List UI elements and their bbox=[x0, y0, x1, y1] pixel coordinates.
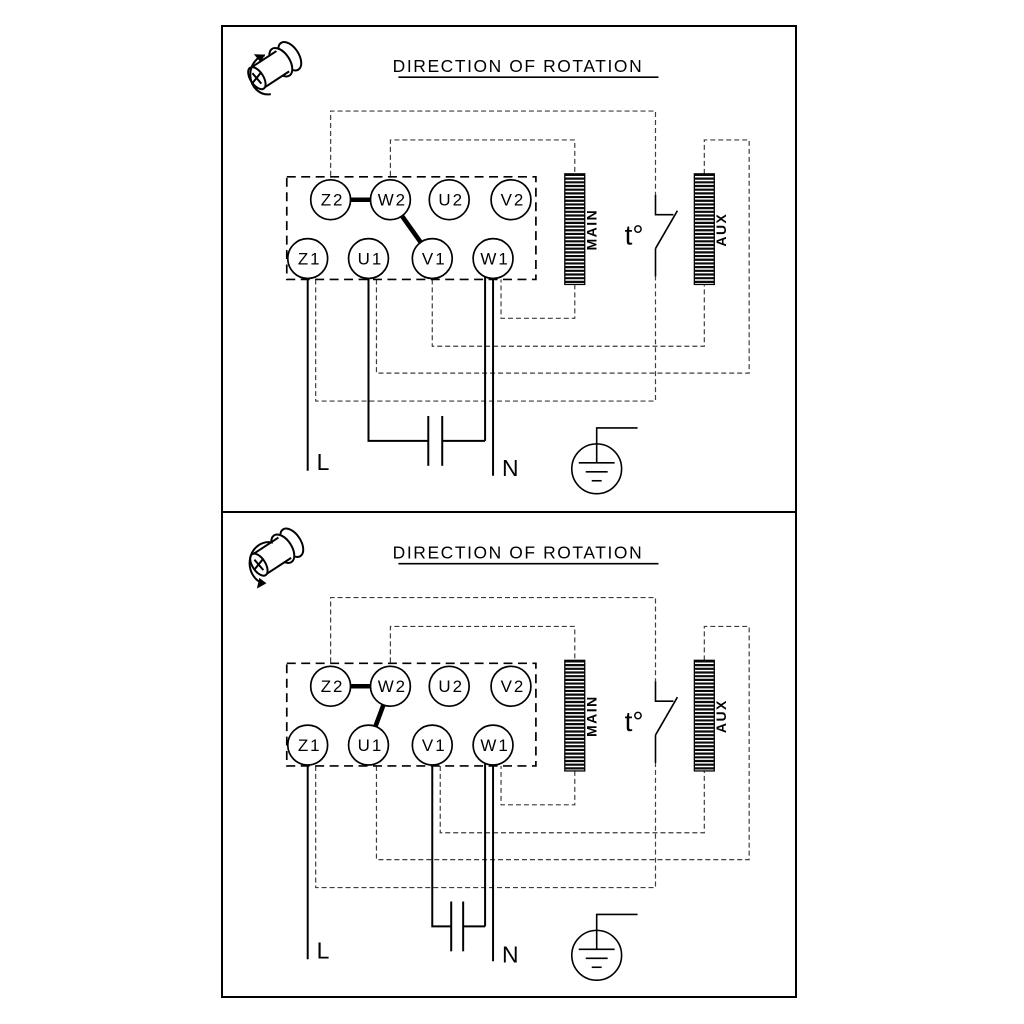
terminal-v1-label: V1 bbox=[421, 249, 447, 269]
panel-rotation-ccw bbox=[223, 27, 795, 513]
terminal-w1-label: W1 bbox=[480, 249, 510, 269]
terminal-w2-label: W2 bbox=[377, 190, 408, 210]
panel-title: DIRECTION OF ROTATION bbox=[392, 56, 644, 77]
line-label: L bbox=[316, 448, 330, 475]
aux-winding-label: AUX bbox=[713, 212, 730, 247]
aux-winding bbox=[694, 174, 729, 285]
wire-v1-to-aux bbox=[440, 766, 704, 833]
terminal-u2-label: U2 bbox=[438, 677, 465, 697]
main-winding-label: MAIN bbox=[583, 208, 600, 251]
capacitor bbox=[451, 901, 463, 951]
wire-main-to-w1 bbox=[501, 279, 575, 318]
supply-wiring bbox=[308, 745, 519, 967]
terminals bbox=[288, 666, 531, 765]
main-winding-label: MAIN bbox=[583, 695, 600, 737]
rotation-ccw-icon bbox=[245, 38, 306, 94]
terminal-v2-label: V2 bbox=[500, 190, 526, 210]
main-winding bbox=[565, 174, 600, 285]
panel-title: DIRECTION OF ROTATION bbox=[392, 542, 644, 563]
wire-w2-to-main bbox=[390, 626, 574, 686]
terminal-u2-label: U2 bbox=[438, 190, 465, 210]
neutral-label: N bbox=[502, 941, 519, 968]
terminal-u1-label: U1 bbox=[357, 736, 384, 756]
aux-winding-label: AUX bbox=[713, 699, 730, 734]
terminal-w1-label: W1 bbox=[480, 736, 510, 756]
supply-wiring bbox=[308, 259, 519, 481]
wiring-diagram-ccw bbox=[223, 27, 795, 511]
terminal-z2-label: Z2 bbox=[320, 677, 345, 697]
terminal-u1-label: U1 bbox=[357, 249, 384, 269]
thermal-switch bbox=[625, 195, 678, 277]
main-winding bbox=[565, 660, 600, 771]
terminal-z1-label: Z1 bbox=[297, 249, 322, 269]
terminal-v2-label: V2 bbox=[500, 677, 526, 697]
neutral-label: N bbox=[502, 454, 519, 481]
thermal-switch bbox=[625, 681, 678, 763]
capacitor-feed-wire bbox=[432, 745, 451, 926]
thermal-switch-label: t° bbox=[624, 219, 644, 251]
thermal-switch-label: t° bbox=[624, 706, 644, 738]
wire-w2-to-main bbox=[390, 140, 574, 200]
ground-symbol bbox=[572, 914, 638, 980]
capacitor-feed-wire bbox=[368, 259, 428, 441]
terminal-v1-label: V1 bbox=[421, 736, 447, 756]
wiring-diagram-cw bbox=[223, 513, 795, 998]
line-label: L bbox=[316, 937, 330, 964]
terminal-z2-label: Z2 bbox=[320, 190, 345, 210]
rotation-cw-icon bbox=[247, 524, 308, 588]
aux-winding bbox=[694, 660, 729, 771]
wire-v1-to-aux bbox=[432, 279, 704, 346]
terminal-z1-label: Z1 bbox=[297, 736, 322, 756]
ground-symbol bbox=[572, 428, 638, 494]
wire-main-to-w1 bbox=[501, 766, 575, 805]
terminal-w2-label: W2 bbox=[377, 677, 408, 697]
capacitor bbox=[428, 416, 442, 466]
drawing-frame bbox=[221, 25, 797, 998]
panel-rotation-cw bbox=[223, 513, 795, 997]
